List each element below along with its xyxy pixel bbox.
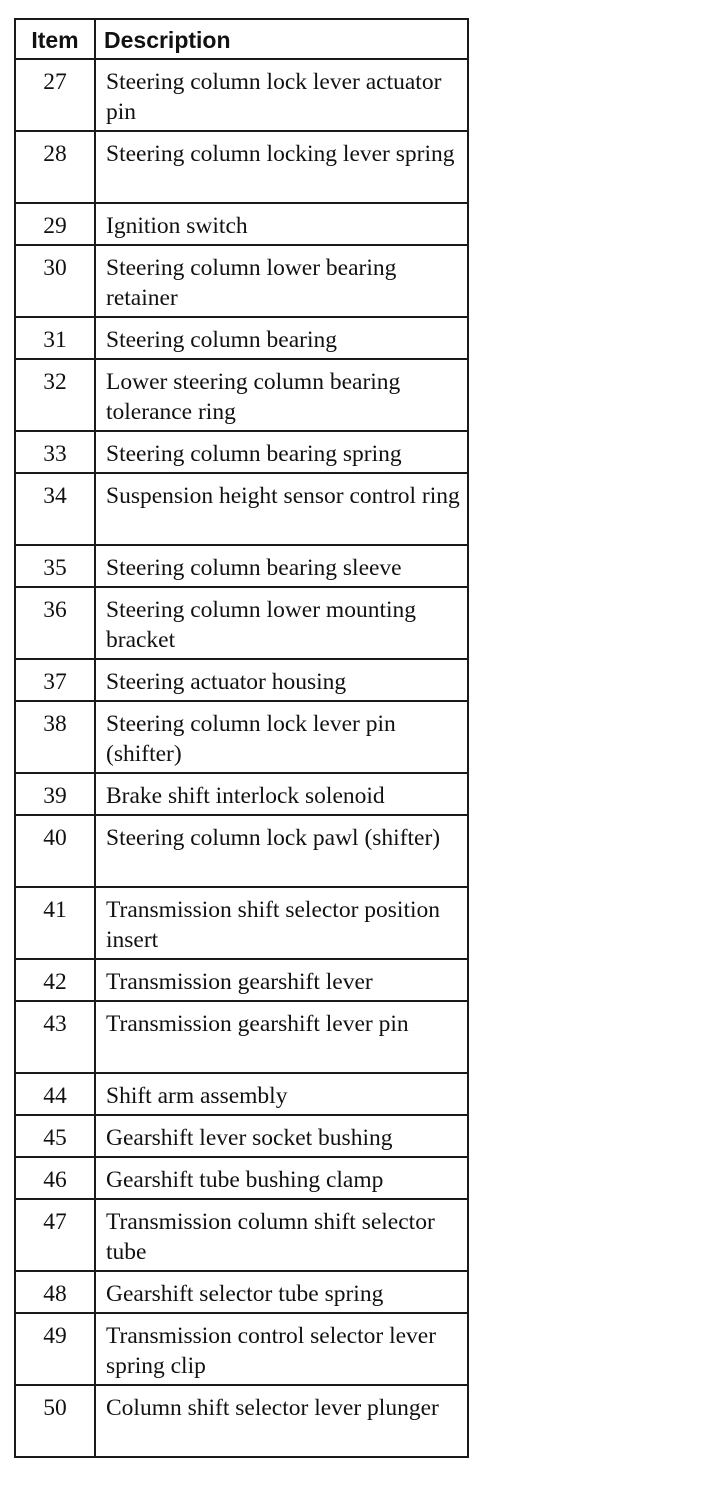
- table-row: [15, 131, 468, 203]
- item-number: 38: [15, 701, 95, 773]
- item-number: 32: [15, 359, 95, 431]
- item-number: 40: [15, 815, 95, 887]
- table-row: [15, 1115, 468, 1157]
- table-row: [15, 59, 468, 131]
- item-description: Steering column bearing sleeve: [95, 545, 468, 587]
- table-row: [15, 431, 468, 473]
- table-row: [15, 659, 468, 701]
- table-row: [15, 317, 468, 359]
- table-row: [15, 545, 468, 587]
- item-description: Gearshift selector tube spring: [95, 1271, 468, 1313]
- item-number: 39: [15, 773, 95, 815]
- item-description: Transmission control selector lever spring clip: [95, 1313, 468, 1385]
- item-description: Steering column lock lever pin (shifter): [95, 701, 468, 773]
- table-row: [15, 701, 468, 773]
- item-description: Transmission shift selector position insert: [95, 887, 468, 959]
- table-row: [15, 1073, 468, 1115]
- parts-table: [14, 18, 469, 1458]
- item-number: 33: [15, 431, 95, 473]
- item-number: 49: [15, 1313, 95, 1385]
- item-column-header: Item: [15, 19, 95, 59]
- item-number: 43: [15, 1001, 95, 1073]
- header-row: [15, 19, 468, 59]
- item-number: 34: [15, 473, 95, 545]
- item-number: 42: [15, 959, 95, 1001]
- item-number: 28: [15, 131, 95, 203]
- item-number: 37: [15, 659, 95, 701]
- item-number: 35: [15, 545, 95, 587]
- table-row: [15, 887, 468, 959]
- item-number: 30: [15, 245, 95, 317]
- item-number: 50: [15, 1385, 95, 1457]
- item-number: 29: [15, 203, 95, 245]
- item-description: Steering column lower bearing retainer: [95, 245, 468, 317]
- item-description: Shift arm assembly: [95, 1073, 468, 1115]
- item-description: Transmission gearshift lever: [95, 959, 468, 1001]
- item-number: 36: [15, 587, 95, 659]
- item-description: Brake shift interlock solenoid: [95, 773, 468, 815]
- item-description: Ignition switch: [95, 203, 468, 245]
- item-number: 45: [15, 1115, 95, 1157]
- item-description: Gearshift tube bushing clamp: [95, 1157, 468, 1199]
- table-row: [15, 1001, 468, 1073]
- table-row: [15, 245, 468, 317]
- table-row: [15, 1385, 468, 1457]
- item-number: 27: [15, 59, 95, 131]
- item-number: 46: [15, 1157, 95, 1199]
- item-description: Lower steering column bearing tolerance ring: [95, 359, 468, 431]
- table-row: [15, 473, 468, 545]
- item-number: 44: [15, 1073, 95, 1115]
- table-row: [15, 1271, 468, 1313]
- item-number: 41: [15, 887, 95, 959]
- item-description: Steering column bearing: [95, 317, 468, 359]
- item-number: 48: [15, 1271, 95, 1313]
- table-row: [15, 815, 468, 887]
- table-row: [15, 359, 468, 431]
- description-column-header: Description: [95, 19, 468, 59]
- item-description: Steering actuator housing: [95, 659, 468, 701]
- item-description: Transmission gearshift lever pin: [95, 1001, 468, 1073]
- item-description: Steering column lock pawl (shifter): [95, 815, 468, 887]
- item-description: Transmission column shift selector tube: [95, 1199, 468, 1271]
- table-row: [15, 1313, 468, 1385]
- item-description: Suspension height sensor control ring: [95, 473, 468, 545]
- item-description: Steering column locking lever spring: [95, 131, 468, 203]
- table-row: [15, 773, 468, 815]
- table-row: [15, 1199, 468, 1271]
- table-row: [15, 1157, 468, 1199]
- item-number: 47: [15, 1199, 95, 1271]
- table-row: [15, 587, 468, 659]
- table-row: [15, 203, 468, 245]
- item-description: Steering column bearing spring: [95, 431, 468, 473]
- table-row: [15, 959, 468, 1001]
- item-description: Steering column lower mounting bracket: [95, 587, 468, 659]
- item-number: 31: [15, 317, 95, 359]
- item-description: Column shift selector lever plunger: [95, 1385, 468, 1457]
- item-description: Steering column lock lever actuator pin: [95, 59, 468, 131]
- item-description: Gearshift lever socket bushing: [95, 1115, 468, 1157]
